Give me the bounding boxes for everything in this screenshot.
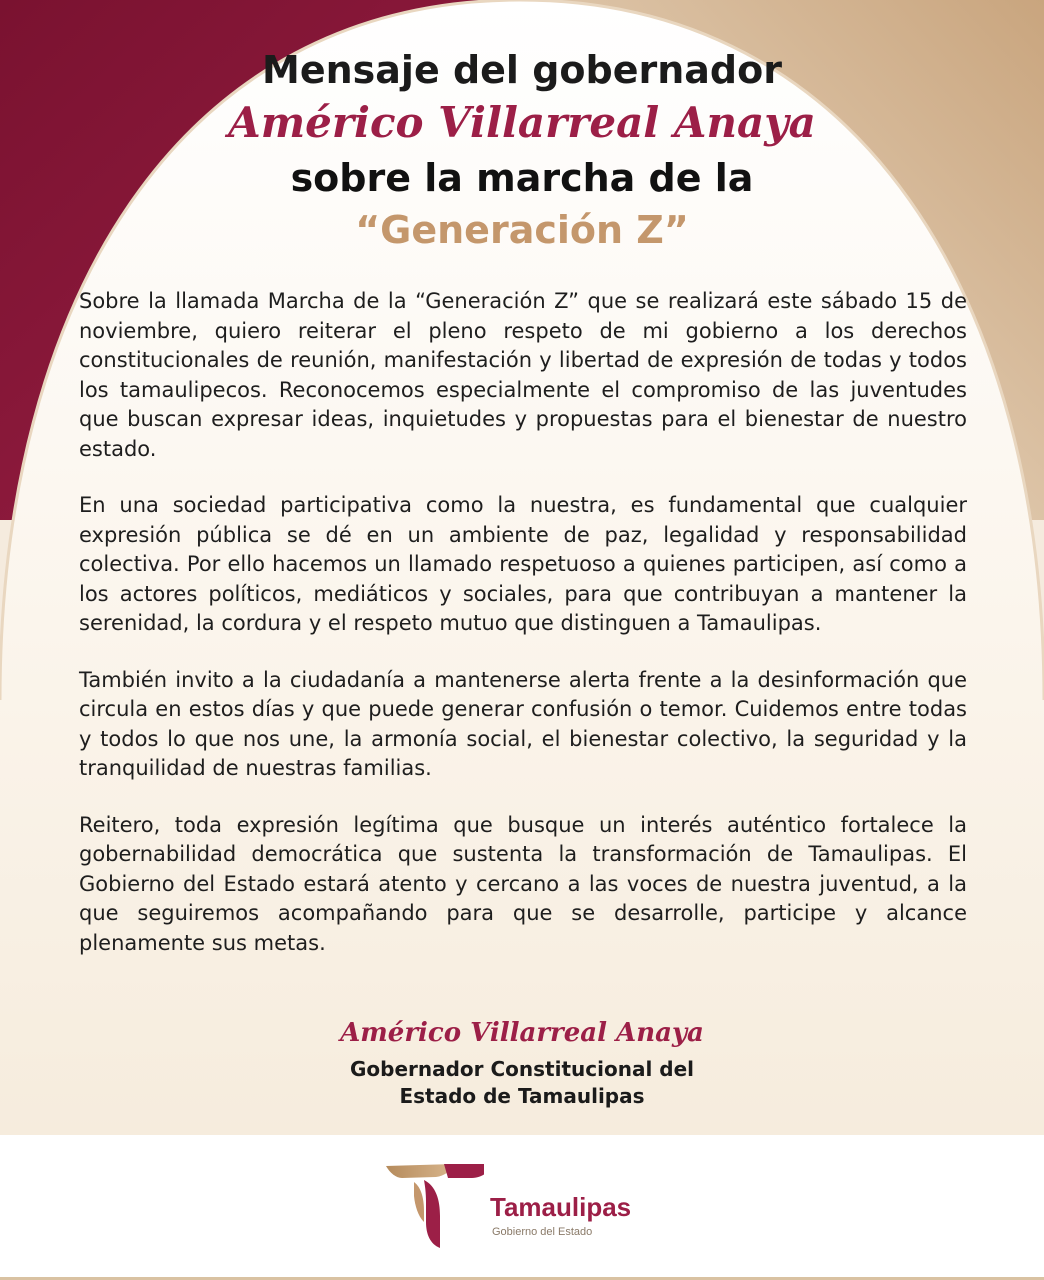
logo-subtitle: Gobierno del Estado <box>492 1226 593 1238</box>
title-line-1: Mensaje del gobernador <box>262 48 782 92</box>
paragraph-1: Sobre la llamada Marcha de la “Generación Z” que se realizará este sábado 15 de noviembre, quiero reiterar el pleno respeto de mi gobierno a los derechos constitucionales de reunión, manifestación y libertad de expresión de todas y todos los tamaulipecos. Reconocemos especialmente el compromiso de las juventudes que buscan expresar ideas, inquietudes y propuestas para el bienestar de nuestro estado. <box>79 289 967 461</box>
paragraph-2: En una sociedad participativa como la nuestra, es fundamental que cualquier expresión pública se dé en un ambiente de paz, legalidad y responsabilidad colectiva. Por ello hacemos un llamado respetuoso a quienes participen, así como a los actores políticos, mediáticos y sociales, para que contribuyan a mantener la serenidad, la cordura y el respeto mutuo que distinguen a Tamaulipas. <box>79 493 967 635</box>
title-line-3: sobre la marcha de la <box>290 156 754 200</box>
signature-role-line-2: Estado de Tamaulipas <box>399 1084 645 1108</box>
tamaulipas-t-logo-icon <box>384 1160 484 1254</box>
logo-wordmark: Tamaulipas <box>490 1192 632 1222</box>
signature-role <box>0 1056 1044 1110</box>
signature-role-line-1: Gobernador Constitucional del <box>349 1057 695 1081</box>
tamaulipas-logo <box>384 1160 674 1254</box>
signature-name: Américo Villarreal Anaya <box>340 1018 704 1048</box>
paragraph-3: También invito a la ciudadanía a mantenerse alerta frente a la desinformación que circula en estos días y que puede generar confusión o temor. Cuidemos entre todas y todos lo que nos une, la armonía social, el bienestar colectivo, la seguridad y la tranquilidad de nuestras familias. <box>79 667 967 780</box>
message-body <box>79 287 967 985</box>
paragraph-4: Reitero, toda expresión legítima que busque un interés auténtico fortalece la gobernabilidad democrática que sustenta la transformación de Tamaulipas. El Gobierno del Estado estará atento y cercano a las voces de nuestra juventud, a la que seguiremos acompañando para que se desarrolle, participe y alcance plenamente sus metas. <box>79 812 967 955</box>
title-highlight: “Generación Z” <box>355 208 689 252</box>
governor-name-title: Américo Villarreal Anaya <box>228 98 816 147</box>
